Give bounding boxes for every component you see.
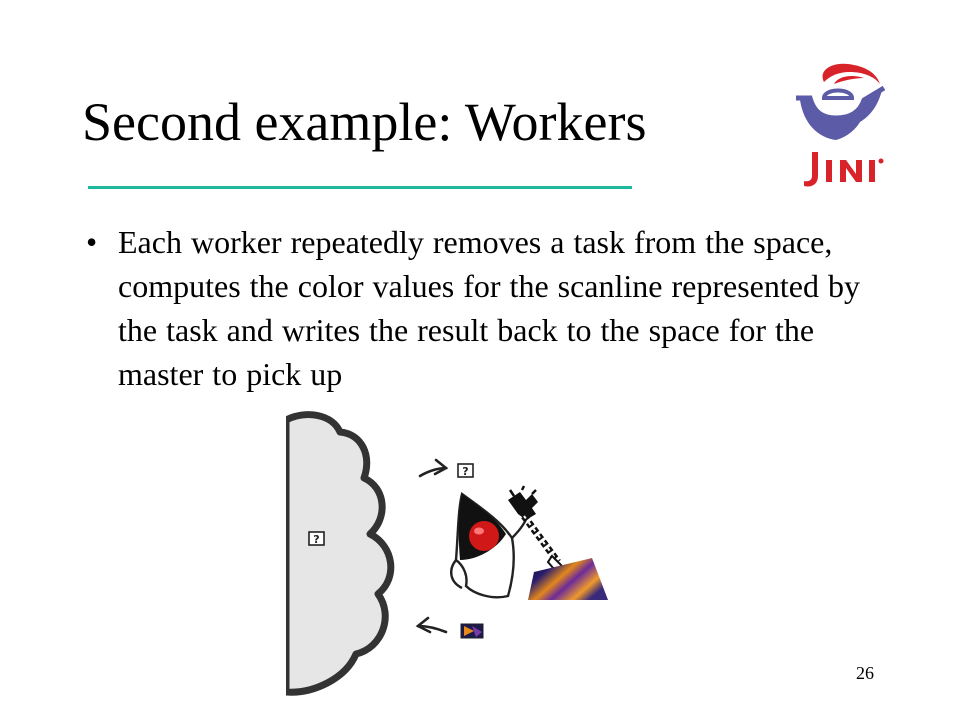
take-arrow — [420, 460, 446, 476]
task-icon — [458, 464, 473, 478]
title-underline-bar — [88, 186, 632, 189]
space-cloud — [286, 415, 391, 693]
scanline-image — [528, 558, 608, 600]
task-in-space-icon — [309, 532, 324, 546]
bullet-text: Each worker repeatedly removes a task from the space, computes the color values for the scanline represented by the task and writes the result back to the space for the master to pick up — [118, 224, 860, 392]
slide-title: Second example: Workers — [82, 92, 647, 152]
write-arrow — [418, 618, 446, 632]
svg-text:?: ? — [462, 465, 469, 478]
jini-logo — [790, 60, 886, 190]
svg-text:?: ? — [313, 533, 320, 546]
duke-worker-icon — [451, 486, 538, 597]
bullet-marker: • — [86, 224, 98, 260]
worker-diagram — [286, 410, 626, 700]
title-underline — [88, 186, 632, 189]
result-icon — [461, 624, 483, 638]
bullet-item — [86, 220, 866, 396]
page-number: 26 — [856, 663, 874, 683]
